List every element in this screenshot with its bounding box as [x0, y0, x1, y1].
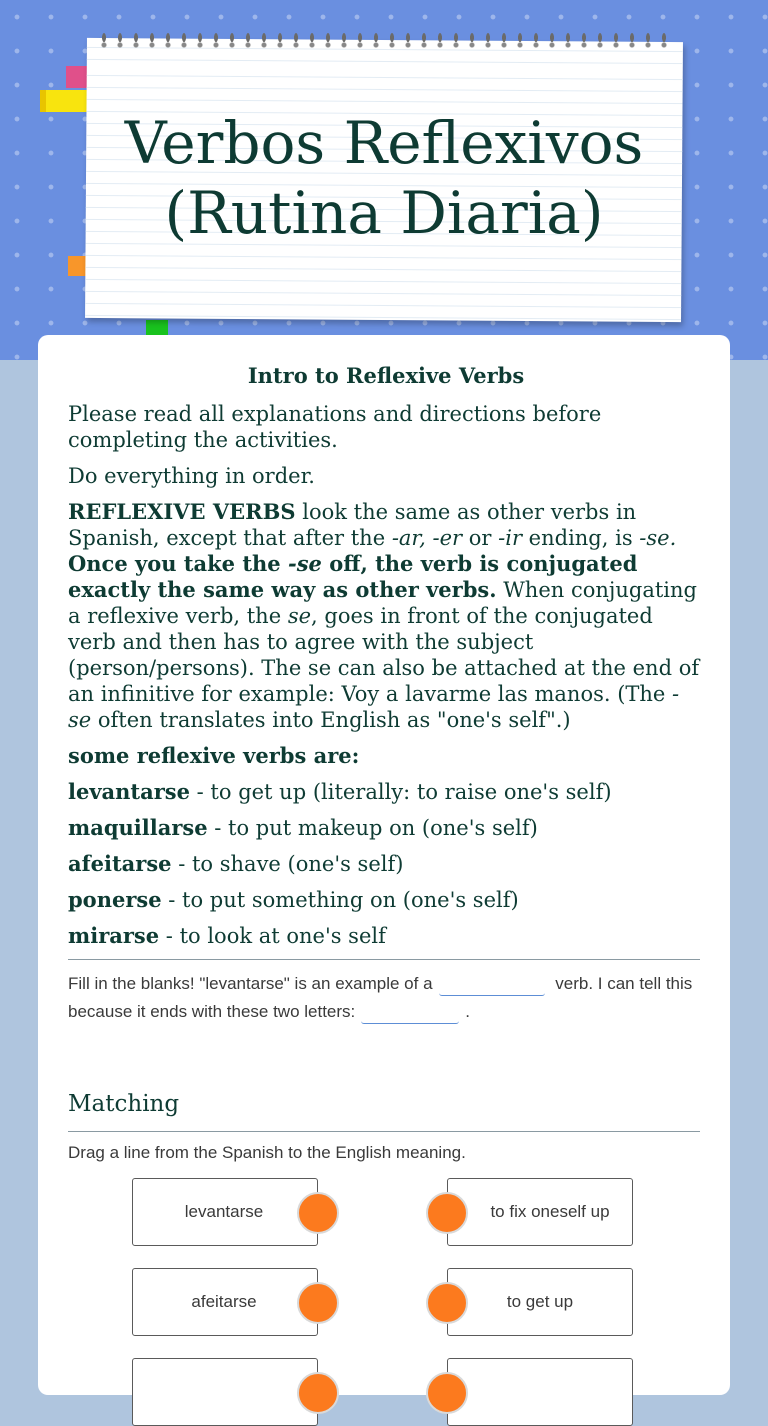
match-right-item[interactable] [447, 1358, 633, 1426]
verb-item [68, 923, 700, 949]
match-right-handle[interactable] [426, 1192, 468, 1234]
match-left-handle[interactable] [297, 1282, 339, 1324]
verb-item [68, 851, 700, 877]
se-suffix: -se [68, 682, 680, 732]
verb-word: ponerse [68, 887, 162, 912]
verb-meaning: - to shave (one's self) [171, 852, 404, 876]
p3-bold-se: -se [287, 551, 322, 576]
ar-ending: -ar, [391, 526, 426, 550]
fill-text-2: verb. I can tell this because it ends with these two letters: [68, 974, 693, 1021]
spiral-holes [96, 40, 672, 50]
match-left-label: levantarse [184, 1202, 264, 1221]
match-right-label: to get up [506, 1292, 574, 1311]
verb-meaning: - to put something on (one's self) [161, 888, 519, 912]
verb-word: maquillarse [68, 815, 208, 840]
divider [68, 1131, 700, 1132]
verb-word: afeitarse [68, 851, 172, 876]
title-line2: (Rutina Diaria) [164, 179, 604, 247]
p3-text-1: look the same as other verbs in Spanish, except that after the [68, 500, 637, 550]
verb-item [68, 815, 700, 841]
match-left-handle[interactable] [297, 1192, 339, 1234]
worksheet-card [38, 335, 730, 1395]
match-right-item[interactable] [447, 1178, 633, 1246]
blank-input-2[interactable] [361, 1001, 459, 1024]
match-left-item[interactable] [132, 1268, 318, 1336]
title-line1: Verbos Reflexivos [124, 109, 644, 177]
fill-in-blank-question [68, 970, 700, 1026]
match-right-item[interactable] [447, 1268, 633, 1336]
er-ending: -er [432, 526, 463, 550]
se-ending: -se. [639, 526, 677, 550]
intro-paragraph-1: Please read all explanations and directions before completing the activities. [68, 402, 602, 452]
matching-title: Matching [68, 1091, 180, 1117]
match-left-handle[interactable] [297, 1372, 339, 1414]
verb-meaning: - to look at one's self [159, 924, 386, 948]
verb-item [68, 887, 700, 913]
ir-ending: -ir [498, 526, 522, 550]
matching-instructions: Drag a line from the Spanish to the English meaning. [68, 1143, 466, 1162]
intro-title: Intro to Reflexive Verbs [247, 363, 525, 388]
match-right-label: to fix oneself up [490, 1202, 610, 1221]
verb-meaning: - to put makeup on (one's self) [207, 816, 538, 840]
fill-text-1: Fill in the blanks! "levantarse" is an example of a [68, 974, 433, 993]
p3-bold-2a: Once you take the [68, 551, 288, 576]
p3-text-5: , goes in front of the conjugated verb and then has to agree with the subject (person/persons). The se can also be attached at the end of an infinitive for example: Voy a lavarme las manos. (The [68, 604, 700, 706]
divider [68, 959, 700, 960]
reflexive-verbs-term: REFLEXIVE VERBS [68, 499, 296, 524]
p3-text-3: ending, is [522, 526, 640, 550]
p3-text-6: often translates into English as "one's self".) [91, 708, 571, 732]
verb-item [68, 779, 700, 805]
verb-word: mirarse [68, 923, 160, 948]
intro-paragraph-3 [68, 499, 700, 733]
intro-paragraph-2: Do everything in order. [68, 464, 315, 488]
blank-input-1[interactable] [439, 973, 545, 996]
yellow-tab [40, 90, 88, 112]
fill-text-3: . [465, 1002, 470, 1021]
p3-bold-2b: off, the verb is conjugated exactly the same way as other verbs. [68, 551, 638, 602]
match-right-handle[interactable] [426, 1282, 468, 1324]
se-word: se [287, 604, 312, 628]
p3-text-2: or [462, 526, 499, 550]
match-right-handle[interactable] [426, 1372, 468, 1414]
page-title [86, 108, 682, 248]
match-left-label: afeitarse [191, 1292, 257, 1311]
verb-word: levantarse [68, 779, 190, 804]
match-left-item[interactable] [132, 1358, 318, 1426]
pink-tab [66, 66, 88, 88]
match-left-item[interactable] [132, 1178, 318, 1246]
p3-text-4: When conjugating a reflexive verb, the [68, 578, 697, 628]
verb-meaning: - to get up (literally: to raise one's self) [189, 780, 612, 804]
verb-list-heading: some reflexive verbs are: [68, 743, 360, 768]
